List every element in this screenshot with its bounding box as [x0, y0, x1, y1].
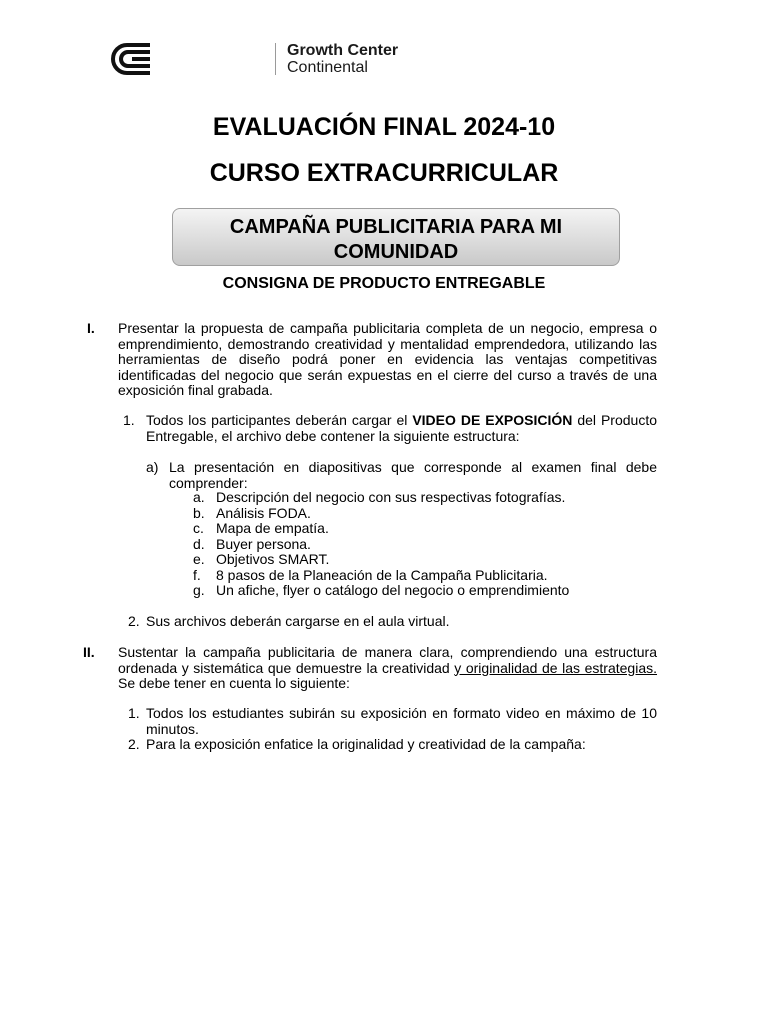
list-item-text: 8 pasos de la Planeación de la Campaña Publicitaria. — [216, 566, 548, 583]
list-item-marker: b. — [193, 504, 205, 521]
section2-item-marker: 1. — [128, 705, 140, 721]
section2-item-text: Para la exposición enfatice la originalidad y creatividad de la campaña: — [146, 736, 586, 752]
document-subtitle-course: CURSO EXTRACURRICULAR — [209, 159, 559, 187]
logo-divider — [275, 43, 276, 75]
item1-text-after: del Producto Entregable, el archivo debe contener la siguiente estructura: — [146, 412, 657, 444]
section2-marker: II. — [83, 644, 95, 660]
section2-text-before: Sustentar la campaña publicitaria de manera clara, comprendiendo una estructura ordenada y sistemática que demuestre la creatividad — [118, 644, 657, 676]
item1-paragraph — [146, 413, 657, 444]
continental-c-logo-icon — [110, 42, 154, 76]
campaign-title-line1: CAMPAÑA PUBLICITARIA PARA MI — [229, 216, 563, 238]
item1-text-before: Todos los participantes deberán cargar el — [146, 412, 413, 428]
document-title: EVALUACIÓN FINAL 2024-10 — [212, 113, 556, 141]
list-item-text: Descripción del negocio con sus respectivas fotografías. — [216, 489, 566, 505]
list-item-marker: f. — [193, 566, 201, 583]
section2-item-marker: 2. — [128, 736, 140, 752]
section1-marker: I. — [87, 320, 95, 336]
deliverable-heading: CONSIGNA DE PRODUCTO ENTREGABLE — [222, 275, 546, 292]
list-item-marker: a. — [193, 489, 205, 505]
campaign-title-line2: COMUNIDAD — [333, 241, 459, 263]
item2-text: Sus archivos deberán cargarse en el aula virtual. — [146, 613, 450, 629]
list-item-marker: c. — [193, 520, 204, 536]
section1-paragraph: Presentar la propuesta de campaña publicitaria completa de un negocio, empresa o emprendimiento, demostrando creatividad y mentalidad emprendedora, utilizando las herramientas de diseño podrá poner en evidencia las ventajas competitivas identificadas del negocio que serán expuestas en el cierre del curso a través de una exposición final grabada. — [118, 320, 657, 398]
logo-text-line1: Growth Center — [287, 42, 399, 59]
list-item-text: Mapa de empatía. — [216, 520, 329, 536]
list-item-marker: d. — [193, 535, 205, 552]
campaign-title-box — [172, 208, 620, 266]
item2-marker: 2. — [128, 613, 140, 629]
logo-text-line2: Continental — [287, 59, 368, 76]
sub-a-marker: a) — [146, 459, 159, 475]
item1-marker: 1. — [123, 412, 135, 428]
list-item-marker: e. — [193, 551, 205, 567]
list-item-marker: g. — [193, 582, 205, 598]
list-item-text: Análisis FODA. — [216, 504, 311, 521]
item1-text-bold: VIDEO DE EXPOSICIÓN — [412, 412, 573, 428]
section2-text-underlined: y originalidad de las estrategias. — [454, 659, 658, 676]
list-item-text: Un afiche, flyer o catálogo del negocio o emprendimiento — [216, 582, 570, 598]
section2-paragraph — [118, 645, 657, 692]
sub-a-paragraph: La presentación en diapositivas que corresponde al examen final debe comprender: — [169, 459, 657, 491]
list-item-text: Buyer persona. — [216, 535, 311, 552]
section2-text-after: Se debe tener en cuenta lo siguiente: — [118, 675, 350, 691]
section2-item-text: Todos los estudiantes subirán su exposición en formato video en máximo de 10 minutos. — [146, 705, 657, 737]
list-item-text: Objetivos SMART. — [216, 551, 330, 567]
